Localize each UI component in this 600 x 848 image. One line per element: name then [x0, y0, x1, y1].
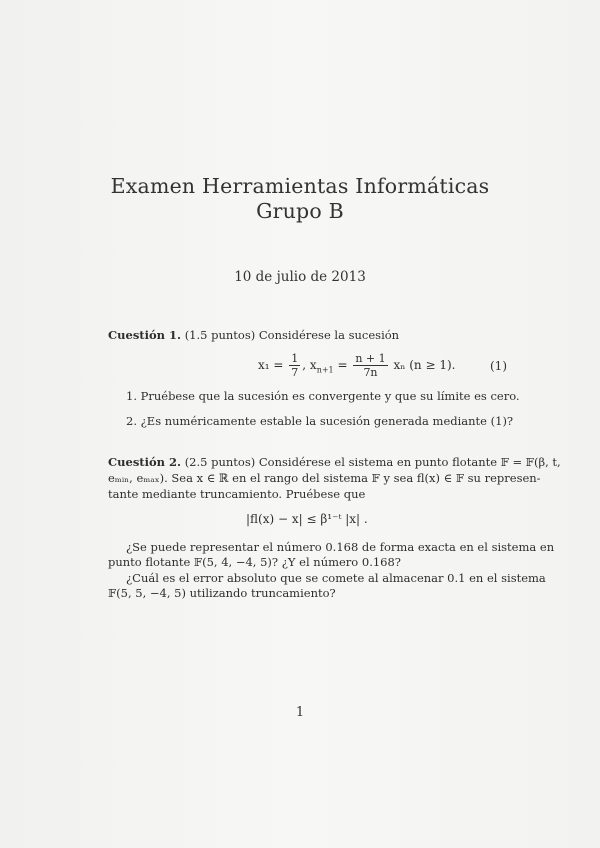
q2-para2-line1: ¿Cuál es el error absoluto que se comete al almacenar 0.1 en el sistema	[126, 571, 546, 585]
fraction-n-plus-1-over-7n	[353, 352, 387, 379]
exam-date: 10 de julio de 2013	[234, 269, 366, 285]
fraction-1-over-7	[289, 352, 300, 379]
q1-item-1: 1. Pruébese que la sucesión es convergente y que su límite es cero.	[126, 389, 520, 403]
formula-x1: x₁ =	[258, 358, 284, 372]
formula-equals: =	[333, 358, 348, 372]
q2-line2: eₘᵢₙ, eₘₐₓ). Sea x ∈ ℝ en el rango del sistema 𝔽 y sea fl(x) ∈ 𝔽 su represen-	[108, 471, 541, 485]
equation-number: (1)	[490, 359, 507, 373]
formula-end: xₙ (n ≥ 1).	[393, 358, 456, 372]
q2-label: Cuestión 2.	[108, 455, 182, 469]
formula-x: , x	[302, 358, 317, 372]
q2-para1-line1: ¿Se puede representar el número 0.168 de forma exacta en el sistema en	[126, 540, 555, 554]
q2-line3: tante mediante truncamiento. Pruébese que	[108, 487, 366, 501]
q2-inequality: |fl(x) − x| ≤ β¹⁻ᵗ |x| .	[246, 512, 368, 526]
q2-para2-line2: 𝔽(5, 5, −4, 5) utilizando truncamiento?	[108, 586, 336, 600]
q1-statement: (1.5 puntos) Considérese la sucesión	[184, 328, 400, 342]
frac1-denominator: 7	[291, 366, 299, 379]
q2-line1: (2.5 puntos) Considérese el sistema en punto flotante 𝔽 = 𝔽(β, t,	[184, 455, 561, 469]
frac2-denominator: 7n	[363, 366, 378, 379]
exam-title: Examen Herramientas Informáticas	[110, 174, 490, 198]
q2-heading	[108, 455, 561, 470]
formula-subscript: n+1	[316, 365, 334, 375]
frac2-numerator: n + 1	[355, 352, 386, 365]
exam-group: Grupo B	[256, 199, 344, 223]
q2-para1-line2: punto flotante 𝔽(5, 4, −4, 5)? ¿Y el número 0.168?	[108, 555, 401, 569]
page-number: 1	[295, 705, 305, 720]
q1-heading	[108, 328, 508, 343]
frac1-numerator: 1	[291, 352, 299, 365]
q1-formula	[258, 352, 455, 379]
q1-item-2: 2. ¿Es numéricamente estable la sucesión generada mediante (1)?	[126, 414, 514, 428]
q1-label: Cuestión 1.	[108, 328, 182, 342]
